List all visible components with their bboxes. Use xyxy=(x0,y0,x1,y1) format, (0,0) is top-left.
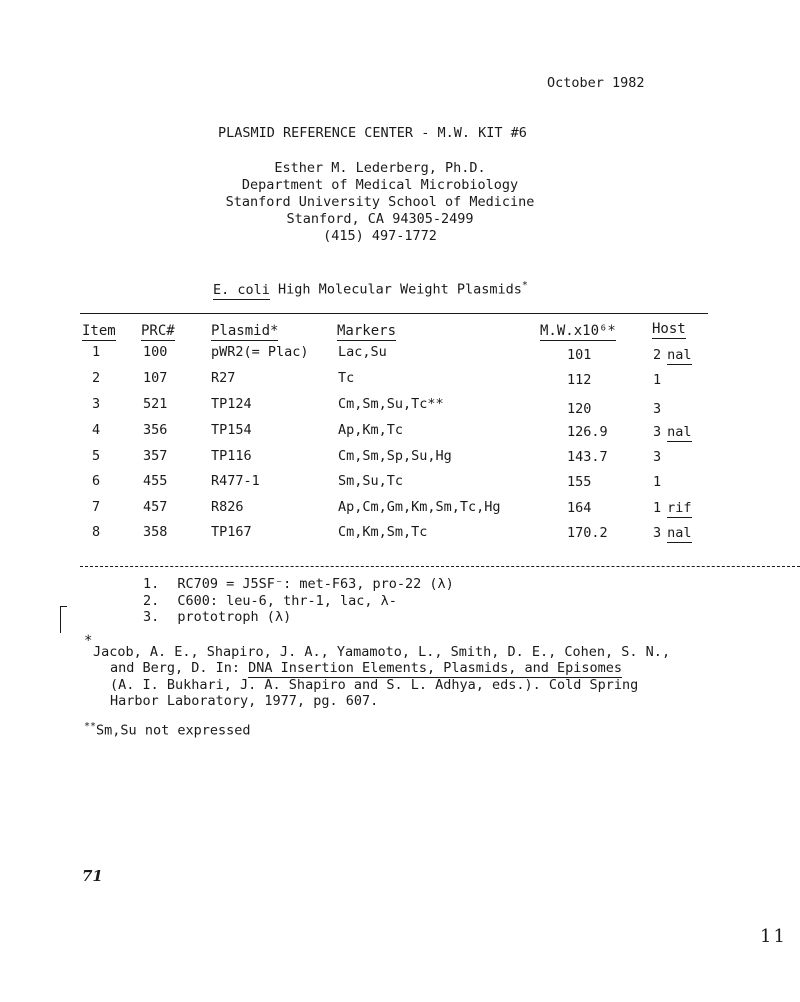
cell-plasmid: pWR2(= Plac) xyxy=(211,344,309,360)
address-department: Department of Medical Microbiology xyxy=(241,177,519,193)
document-date: October 1982 xyxy=(547,75,645,91)
cell-item: 5 xyxy=(92,448,101,464)
cell-mw: 143.7 xyxy=(567,449,608,465)
address-name: Esther M. Lederberg, Ph.D. xyxy=(274,160,486,176)
cell-plasmid: R477-1 xyxy=(211,473,260,489)
header-plasmid: Plasmid* xyxy=(211,323,279,339)
page-number: 71 xyxy=(82,867,103,885)
cell-prc: 455 xyxy=(143,473,168,489)
cell-markers: Cm,Km,Sm,Tc xyxy=(338,524,428,540)
cell-prc: 356 xyxy=(143,422,168,438)
host-number: 3 xyxy=(653,424,662,440)
address-city: Stanford, CA 94305-2499 xyxy=(286,211,474,227)
cell-markers: Tc xyxy=(338,370,355,386)
cell-markers: Ap,Km,Tc xyxy=(338,422,404,438)
cell-plasmid: TP167 xyxy=(211,524,252,540)
cell-host xyxy=(653,500,692,516)
cell-plasmid: R27 xyxy=(211,370,236,386)
cell-mw: 126.9 xyxy=(567,424,608,440)
reference-line-3: (A. I. Bukhari, J. A. Shapiro and S. L. Adhya, eds.). Cold Spring xyxy=(110,677,639,693)
cell-host: 3 xyxy=(653,449,662,465)
cell-item: 4 xyxy=(92,422,101,438)
cell-item: 2 xyxy=(92,370,101,386)
corner-mark: 11 xyxy=(760,926,787,947)
cell-prc: 100 xyxy=(143,344,168,360)
footnote-mark: ** xyxy=(84,721,97,732)
table-title xyxy=(213,280,528,298)
host-entry-number: 3. xyxy=(143,609,160,625)
cell-plasmid: TP124 xyxy=(211,396,252,412)
cell-prc: 457 xyxy=(143,499,168,515)
cell-host: 3 xyxy=(653,401,662,417)
cell-host: 1 xyxy=(653,372,662,388)
host-number: 1 xyxy=(653,500,662,516)
host-entry-number: 1. xyxy=(143,576,160,592)
host-note: rif xyxy=(667,500,692,516)
header-host: Host xyxy=(652,321,686,337)
cell-item: 7 xyxy=(92,499,101,515)
cell-mw: 112 xyxy=(567,372,592,388)
cell-plasmid: TP154 xyxy=(211,422,252,438)
header-markers: Markers xyxy=(337,323,397,339)
cell-item: 8 xyxy=(92,524,101,540)
reference-line-4: Harbor Laboratory, 1977, pg. 607. xyxy=(110,693,379,709)
document-title: PLASMID REFERENCE CENTER - M.W. KIT #6 xyxy=(218,125,527,141)
cell-mw: 170.2 xyxy=(567,525,608,541)
table-title-organism: E. coli xyxy=(213,281,270,298)
address-phone: (415) 497-1772 xyxy=(323,228,437,244)
reference-mark: * xyxy=(84,633,93,649)
host-entry-text: RC709 = J5SF⁻: met-F63, pro-22 (λ) xyxy=(177,576,454,592)
reference-line-1: Jacob, A. E., Shapiro, J. A., Yamamoto, L., Smith, D. E., Cohen, S. N., xyxy=(93,644,671,660)
host-note: nal xyxy=(667,525,692,541)
cell-prc: 357 xyxy=(143,448,168,464)
cell-mw: 101 xyxy=(567,347,592,363)
cell-host: 1 xyxy=(653,474,662,490)
host-number: 3 xyxy=(653,525,662,541)
cell-item: 1 xyxy=(92,344,101,360)
cell-markers: Sm,Su,Tc xyxy=(338,473,404,489)
cell-plasmid: R826 xyxy=(211,499,244,515)
host-entry xyxy=(143,576,454,592)
host-entry-text: C600: leu-6, thr-1, lac, λ- xyxy=(177,593,397,609)
cell-prc: 107 xyxy=(143,370,168,386)
host-entry xyxy=(143,609,291,625)
cell-host xyxy=(653,347,692,363)
cell-item: 6 xyxy=(92,473,101,489)
footnote-text: Sm,Su not expressed xyxy=(96,722,251,739)
reference-line-2 xyxy=(110,660,622,676)
cell-prc: 521 xyxy=(143,396,168,412)
host-number: 2 xyxy=(653,347,662,363)
cell-mw: 155 xyxy=(567,474,592,490)
host-entry-number: 2. xyxy=(143,593,160,609)
cell-mw: 120 xyxy=(567,401,592,417)
table-title-mark: * xyxy=(521,280,528,291)
cell-markers: Cm,Sm,Su,Tc** xyxy=(338,396,444,412)
host-entry xyxy=(143,593,397,609)
cell-prc: 358 xyxy=(143,524,168,540)
margin-bracket xyxy=(60,606,67,633)
host-entry-text: prototroph (λ) xyxy=(177,609,292,625)
reference-prefix: and Berg, D. In: xyxy=(110,660,249,676)
footnote xyxy=(84,721,250,739)
host-note: nal xyxy=(667,347,692,363)
cell-host xyxy=(653,424,692,440)
header-item: Item xyxy=(82,323,116,339)
cell-item: 3 xyxy=(92,396,101,412)
cell-mw: 164 xyxy=(567,500,592,516)
cell-markers: Ap,Cm,Gm,Km,Sm,Tc,Hg xyxy=(338,499,501,515)
cell-host xyxy=(653,525,692,541)
cell-plasmid: TP116 xyxy=(211,448,252,464)
table-top-rule xyxy=(80,313,708,314)
header-mw: M.W.x10⁶* xyxy=(540,323,616,339)
table-bottom-rule xyxy=(80,566,800,567)
cell-markers: Cm,Sm,Sp,Su,Hg xyxy=(338,448,452,464)
reference-book-title: DNA Insertion Elements, Plasmids, and Episomes xyxy=(248,660,623,676)
header-prc: PRC# xyxy=(141,323,175,339)
table-title-text: High Molecular Weight Plasmids xyxy=(278,281,522,298)
host-note: nal xyxy=(667,424,692,440)
address-school: Stanford University School of Medicine xyxy=(225,194,535,210)
cell-markers: Lac,Su xyxy=(338,344,387,360)
